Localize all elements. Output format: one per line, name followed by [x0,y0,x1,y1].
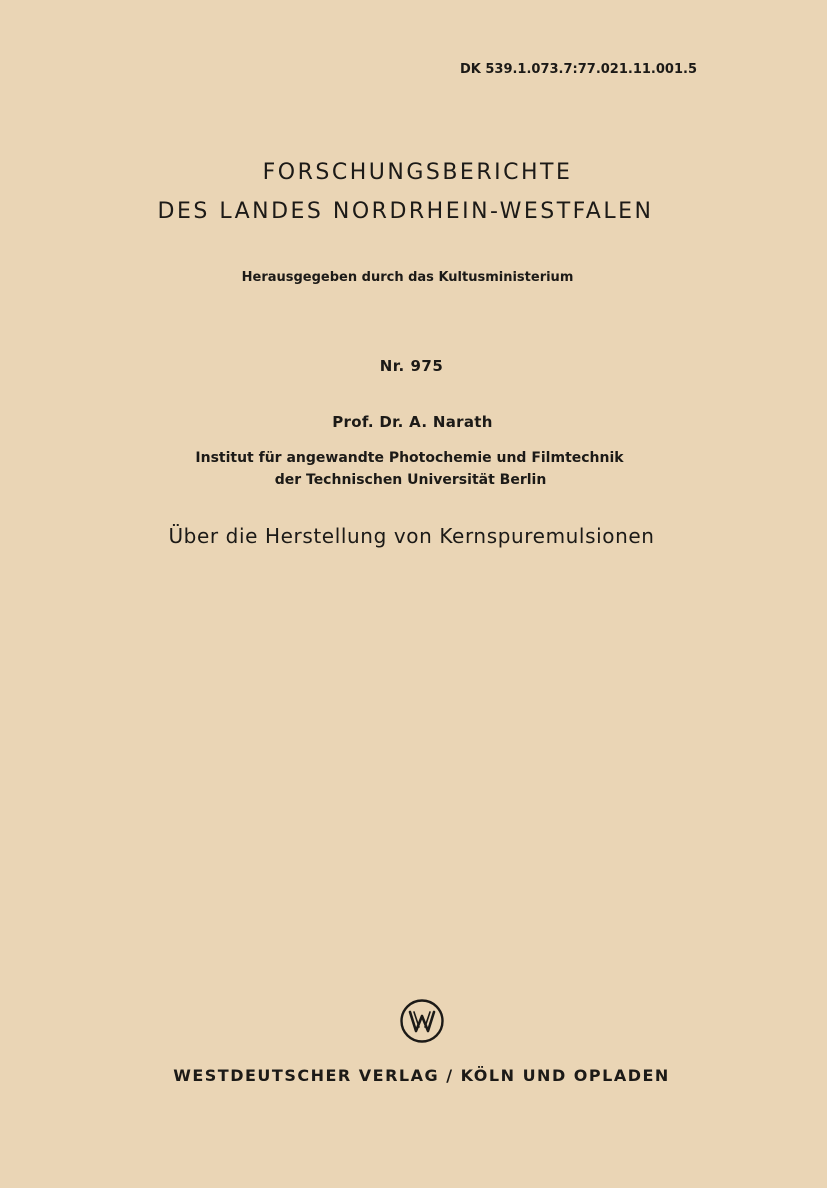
book-title: Über die Herstellung von Kernspuremulsionen [168,524,655,548]
editor-note: Herausgegeben durch das Kultusministerium [241,270,574,285]
report-number: Nr. 975 [379,357,444,375]
publisher-logo-icon [399,998,445,1044]
series-title-line1: FORSCHUNGSBERICHTE [262,160,573,185]
publisher-imprint: WESTDEUTSCHER VERLAG / KÖLN UND OPLADEN [173,1066,670,1085]
institute-line1: Institut für angewandte Photochemie und Filmtechnik [195,450,624,466]
author: Prof. Dr. A. Narath [332,413,493,431]
classification-number: DK 539.1.073.7:77.021.11.001.5 [459,62,697,77]
institute-line2: der Technischen Universität Berlin [274,472,547,488]
series-title-line2: DES LANDES NORDRHEIN-WESTFALEN [157,199,654,224]
